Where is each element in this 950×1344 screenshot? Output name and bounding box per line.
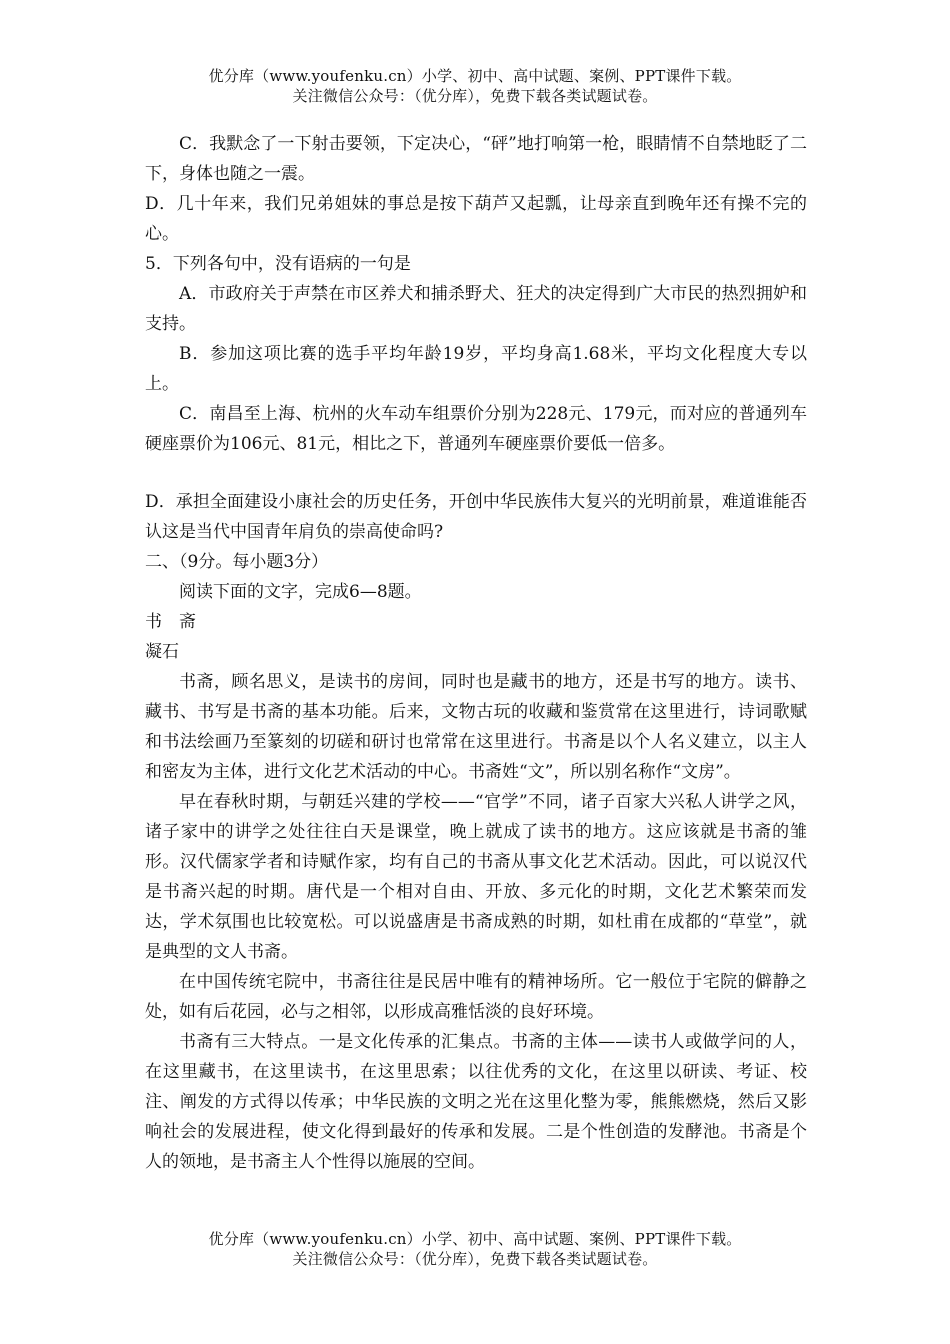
footer-line-2: 关注微信公众号：（优分库），免费下载各类试题试卷。 [292, 1250, 658, 1268]
blank-line [145, 459, 807, 487]
q4-option-c: C．我默念了一下射击要领，下定决心，“砰”地打响第一枪，眼睛情不自禁地眨了二下，身体也随之一震。 [145, 134, 807, 184]
document-body [145, 129, 807, 1177]
q4-option-d: D．几十年来，我们兄弟姐妹的事总是按下葫芦又起瓢，让母亲直到晚年还有操不完的心。 [145, 194, 807, 244]
page-footer [0, 1229, 950, 1269]
article-paragraph: 书斋有三大特点。一是文化传承的汇集点。书斋的主体——读书人或做学问的人，在这里藏书，在这里读书，在这里思索；以往优秀的文化，在这里以研读、考证、校注、阐发的方式得以传承；中华民族的文明之光在这里化整为零，熊熊燃烧，然后又影响社会的发展进程，使文化得到最好的传承和发展。二是个性创造的发酵池。书斋是个人的领地，是书斋主人个性得以施展的空间。 [145, 1032, 807, 1172]
article-paragraph: 书斋，顾名思义，是读书的房间，同时也是藏书的地方，还是书写的地方。读书、藏书、书写是书斋的基本功能。后来，文物古玩的收藏和鉴赏常在这里进行，诗词歌赋和书法绘画乃至篆刻的切磋和研讨也常常在这里进行。书斋是以个人名义建立，以主人和密友为主体，进行文化艺术活动的中心。书斋姓“文”，所以别名称作“文房”。 [145, 672, 807, 782]
q5-option-a: A．市政府关于声禁在市区养犬和捕杀野犬、狂犬的决定得到广大市民的热烈拥妒和支持。 [145, 284, 807, 334]
section-heading: 二、（9分。每小题3分） [145, 552, 329, 572]
article-title: 书 斋 [145, 612, 196, 632]
page-header [0, 66, 950, 106]
article-paragraph: 早在春秋时期，与朝廷兴建的学校——“官学”不同，诸子百家大兴私人讲学之风，诸子家中的讲学之处往往白天是课堂，晚上就成了读书的地方。这应该就是书斋的雏形。汉代儒家学者和诗赋作家，均有自己的书斋从事文化艺术活动。因此，可以说汉代是书斋兴起的时期。唐代是一个相对自由、开放、多元化的时期，文化艺术繁荣而发达，学术氛围也比较宽松。可以说盛唐是书斋成熟的时期，如杜甫在成都的“草堂”，就是典型的文人书斋。 [145, 792, 807, 962]
q5-option-d: D．承担全面建设小康社会的历史任务，开创中华民族伟大复兴的光明前景，难道谁能否认这是当代中国青年肩负的崇高使命吗? [145, 492, 807, 542]
header-line-1: 优分库（www.youfenku.cn）小学、初中、高中试题、案例、PPT课件下载。 [208, 67, 742, 85]
footer-line-1: 优分库（www.youfenku.cn）小学、初中、高中试题、案例、PPT课件下载。 [208, 1230, 742, 1248]
q5-option-b: B．参加这项比赛的选手平均年龄19岁，平均身高1.68米，平均文化程度大专以上。 [145, 344, 807, 394]
q5-option-c: C．南昌至上海、杭州的火车动车组票价分别为228元、179元，而对应的普通列车硬座票价为106元、81元，相比之下，普通列车硬座票价要低一倍多。 [145, 404, 807, 454]
article-author: 凝石 [145, 642, 179, 662]
reading-instruction: 阅读下面的文字，完成6—8题。 [179, 582, 422, 602]
q5-stem: 5．下列各句中，没有语病的一句是 [145, 254, 411, 274]
article-paragraph: 在中国传统宅院中，书斋往往是民居中唯有的精神场所。它一般位于宅院的僻静之处，如有后花园，必与之相邻，以形成高雅恬淡的良好环境。 [145, 972, 807, 1022]
header-line-2: 关注微信公众号：（优分库），免费下载各类试题试卷。 [292, 87, 658, 105]
